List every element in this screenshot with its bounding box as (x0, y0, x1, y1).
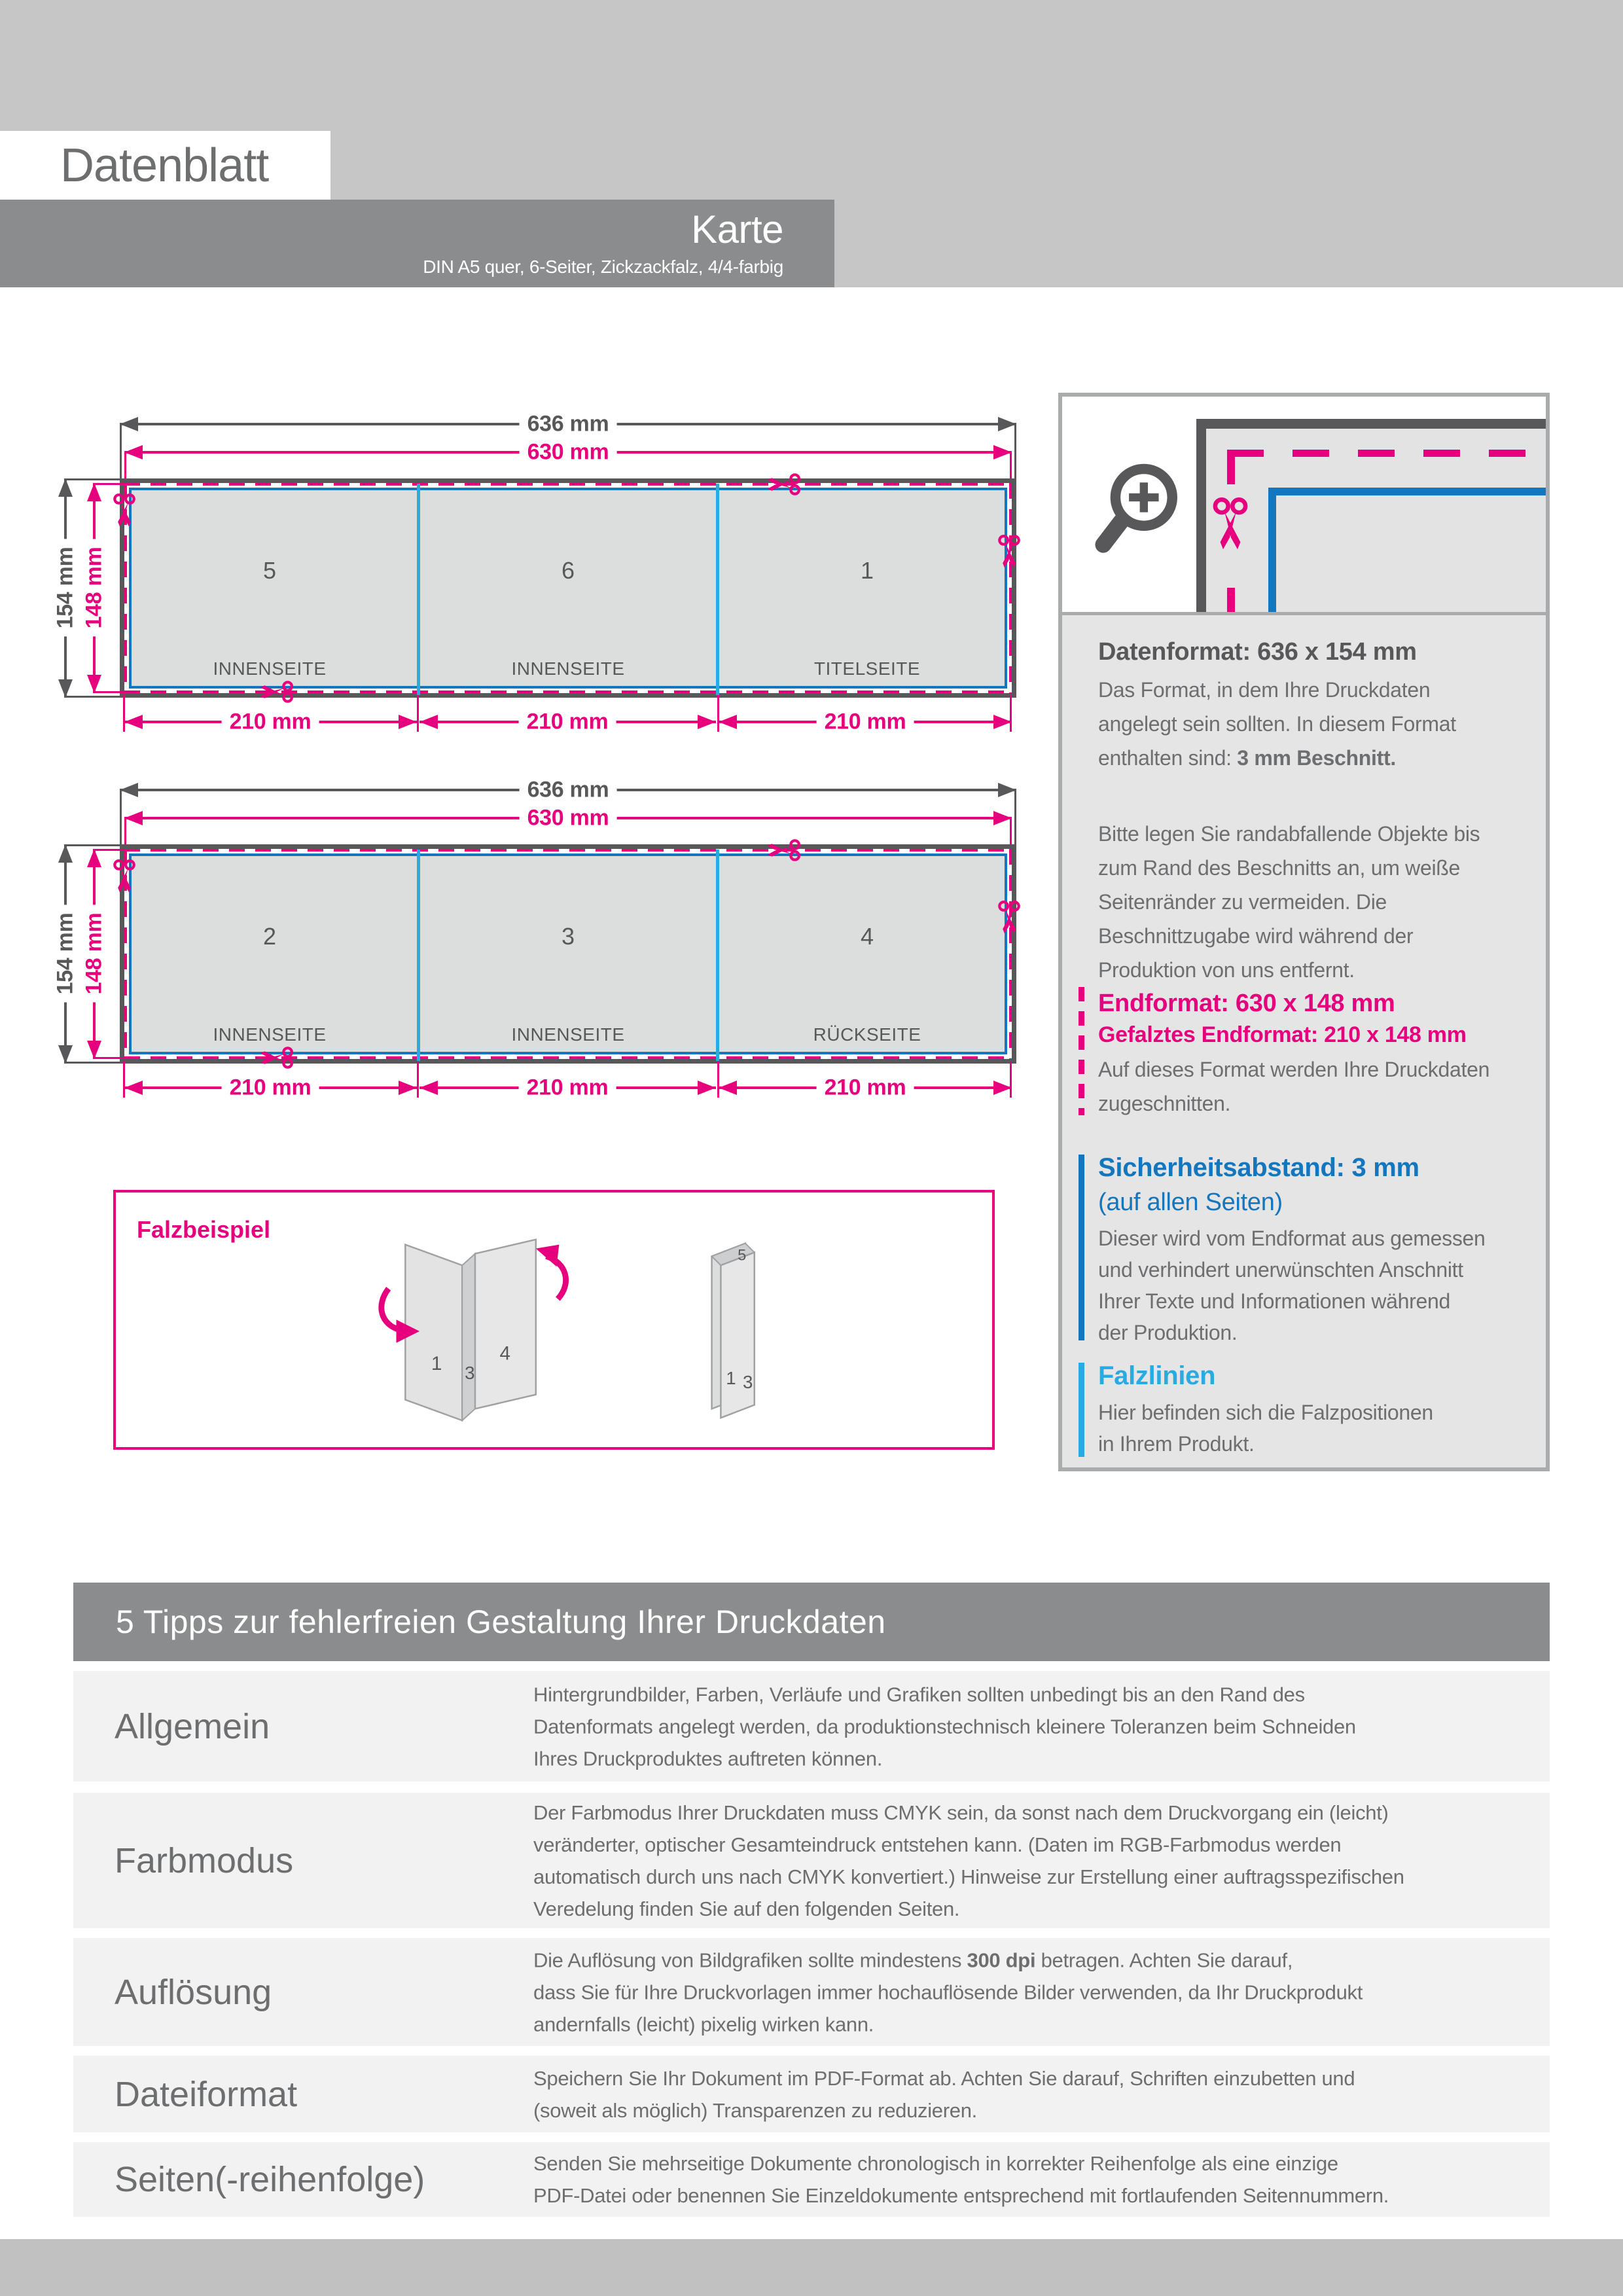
arrowhead (399, 1081, 417, 1095)
datenblatt-label: Datenblatt (60, 139, 269, 192)
endformat-marker-bar (1079, 987, 1084, 1115)
text-line: Senden Sie mehrseitige Dokumente chronologisch in korrekter Reihenfolge als eine einzige (533, 2152, 1338, 2175)
text-line: dass Sie für Ihre Druckvorlagen immer hochauflösende Bilder verwenden, da Ihr Druckprodukt (533, 1981, 1363, 2003)
safety-marker-bar (1079, 1155, 1084, 1340)
fold-panel-label: 3 (742, 1371, 753, 1392)
text-line: Auf dieses Format werden Ihre Druckdaten (1098, 1058, 1490, 1081)
text-line: veränderter, optischer Gesamteindruck entstehen kann. (Daten im RGB-Farbmodus werden (533, 1833, 1342, 1856)
arrowhead (124, 1081, 143, 1095)
foldlines-marker-bar (1079, 1363, 1084, 1457)
scissors-icon (995, 535, 1024, 571)
tip-label: Farbmodus (115, 1840, 294, 1880)
arrowhead (58, 844, 73, 863)
dim-label-trim-height: 148 mm (80, 905, 109, 1003)
extension-line (717, 695, 719, 732)
page-subtitle: DIN A5 quer, 6-Seiter, Zickzackfalz, 4/4-farbig (423, 257, 783, 277)
fold-panel-label: 5 (738, 1247, 747, 1265)
extension-line (120, 789, 122, 844)
arrowhead (419, 1081, 438, 1095)
fold-panel-label: 1 (431, 1353, 442, 1375)
scissors-icon (257, 677, 293, 706)
dim-label-trim-width: 630 mm (520, 804, 617, 833)
panel-caption: INNENSEITE (511, 658, 625, 679)
arrowhead (58, 1045, 73, 1064)
fold-illustration-open (365, 1227, 581, 1433)
extension-line (65, 844, 120, 846)
tip-label: Dateiformat (115, 2074, 298, 2114)
endformat-subheading: Gefalztes Endformat: 210 x 148 mm (1098, 1022, 1467, 1047)
panel-number: 6 (561, 557, 575, 584)
fold-line-1 (417, 484, 420, 695)
dim-label-total-height: 154 mm (52, 905, 80, 1003)
arrowhead (87, 849, 101, 867)
panel-number: 4 (860, 923, 874, 950)
panel-number: 5 (262, 557, 277, 584)
dim-label-trim-height: 148 mm (80, 539, 109, 637)
extension-line (417, 1061, 419, 1098)
arrowhead (124, 811, 143, 825)
dim-label-segment: 210 mm (222, 708, 319, 736)
dim-label-segment: 210 mm (519, 1074, 616, 1102)
dim-label-total-width: 636 mm (520, 410, 617, 439)
fold-panel-label: 4 (499, 1342, 510, 1365)
endformat-body (1098, 1052, 1489, 1121)
tip-text (533, 1797, 1404, 1925)
text-line: Der Farbmodus Ihrer Druckdaten muss CMYK sein, da sonst nach dem Druckvorgang ein (leicht) (533, 1801, 1389, 1824)
arrowhead (120, 417, 138, 431)
detail-safety-line-top (1268, 488, 1550, 495)
arrowhead (87, 483, 101, 501)
fold-panel-label: 3 (465, 1363, 475, 1384)
dim-label-total-height: 154 mm (52, 539, 80, 637)
tip-text (533, 2147, 1389, 2212)
bleed-note (1098, 817, 1480, 987)
panel-number: 3 (561, 923, 575, 950)
info-sidebar (1058, 393, 1550, 1471)
fold-line-2 (716, 850, 719, 1061)
panel-caption: RÜCKSEITE (813, 1024, 921, 1045)
text-line: automatisch durch uns nach CMYK konvertiert.) Hinweise zur Erstellung einer auftragsspezifischen (533, 1865, 1404, 1888)
fold-panel-label: 1 (726, 1367, 736, 1388)
extension-line (1010, 695, 1012, 732)
bleed-line-top (124, 483, 1012, 486)
arrowhead (698, 1081, 716, 1095)
detail-datenformat-line-top (1196, 419, 1550, 429)
text-line: Die Auflösung von Bildgrafiken sollte mindestens 300 dpi betragen. Achten Sie darauf, (533, 1948, 1293, 1971)
panel-number: 2 (262, 923, 277, 950)
extension-line (123, 1061, 125, 1098)
fold-illustration-closed (666, 1227, 817, 1433)
bleed-line-right (1009, 483, 1012, 693)
dim-label-segment: 210 mm (519, 708, 616, 736)
dim-label-segment: 210 mm (817, 708, 914, 736)
tips-title: 5 Tipps zur fehlerfreien Gestaltung Ihrer Druckdaten (116, 1604, 886, 1640)
extension-line (1010, 1061, 1012, 1098)
text-line: zum Rand des Beschnitts an, um weiße (1098, 856, 1461, 880)
extension-line (94, 1057, 124, 1059)
arrowhead (120, 783, 138, 797)
text-line: zugeschnitten. (1098, 1092, 1231, 1115)
arrowhead (993, 445, 1012, 459)
fold-line-2 (716, 484, 719, 695)
tip-label: Auflösung (115, 1972, 272, 2012)
safety-body (1098, 1223, 1486, 1348)
panel-caption: INNENSEITE (213, 1024, 327, 1045)
extension-line (120, 423, 122, 478)
text-line: der Produktion. (1098, 1321, 1238, 1344)
scissors-icon (110, 493, 139, 530)
extension-line (123, 695, 125, 732)
dim-label-total-width: 636 mm (520, 776, 617, 804)
text-line: in Ihrem Produkt. (1098, 1432, 1255, 1456)
arrowhead (58, 478, 73, 497)
safety-heading: Sicherheitsabstand: 3 mm (1098, 1153, 1419, 1182)
tip-row-farbmodus (73, 1793, 1550, 1928)
text-line: Dieser wird vom Endformat aus gemessen (1098, 1227, 1486, 1250)
arrowhead (993, 715, 1012, 729)
text-line: Das Format, in dem Ihre Druckdaten (1098, 678, 1431, 702)
text-line: Hier befinden sich die Falzpositionen (1098, 1401, 1433, 1424)
tip-label: Seiten(-reihenfolge) (115, 2160, 425, 2199)
foldlines-body (1098, 1397, 1433, 1460)
extension-line (1014, 423, 1016, 478)
layout-diagram-back (0, 769, 1047, 1136)
arrowhead (87, 675, 101, 693)
panel-number: 1 (860, 557, 874, 584)
tips-header-band (73, 1583, 1550, 1661)
magnifier-plus-icon (1090, 458, 1185, 560)
arrowhead (993, 1081, 1012, 1095)
footer-band (0, 2239, 1623, 2296)
tip-text (533, 1678, 1356, 1774)
text-line: Veredelung finden Sie auf den folgenden Seiten. (533, 1897, 960, 1920)
extension-line (94, 691, 124, 693)
tip-row-seitenreihenfolge (73, 2142, 1550, 2217)
arrowhead (124, 445, 143, 459)
title-band (0, 200, 834, 287)
text-line: angelegt sein sollten. In diesem Format (1098, 712, 1456, 736)
text-line: Speichern Sie Ihr Dokument im PDF-Format ab. Achten Sie darauf, Schriften einzubetten und (533, 2066, 1355, 2090)
foldlines-heading: Falzlinien (1098, 1361, 1216, 1390)
text-line: Seitenränder zu vermeiden. Die (1098, 890, 1387, 914)
scissors-icon (1209, 497, 1252, 555)
datenblatt-box (0, 131, 330, 200)
bleed-line-top (124, 849, 1012, 852)
extension-line (717, 1061, 719, 1098)
scissors-icon (110, 859, 139, 896)
datenformat-body (1098, 673, 1456, 775)
bleed-line-right (1009, 849, 1012, 1059)
text-line: (soweit als möglich) Transparenzen zu reduzieren. (533, 2098, 977, 2122)
arrowhead (993, 811, 1012, 825)
arrowhead (58, 679, 73, 698)
detail-bleed-line-left (1227, 588, 1235, 612)
dim-label-segment: 210 mm (222, 1074, 319, 1102)
arrowhead (719, 715, 737, 729)
page-title: Karte (691, 207, 783, 251)
arrowhead (698, 715, 716, 729)
extension-line (94, 483, 124, 485)
arrowhead (124, 715, 143, 729)
extension-line (1014, 789, 1016, 844)
scissors-icon (257, 1043, 293, 1072)
scissors-icon (995, 901, 1024, 937)
endformat-heading: Endformat: 630 x 148 mm (1098, 990, 1395, 1017)
arrowhead (419, 715, 438, 729)
tip-row-dateiformat (73, 2056, 1550, 2132)
arrowhead (719, 1081, 737, 1095)
text-line: und verhindert unerwünschten Anschnitt (1098, 1258, 1463, 1282)
panel-caption: INNENSEITE (511, 1024, 625, 1045)
text-line: PDF-Datei oder benennen Sie Einzeldokumente entsprechend mit fortlaufenden Seitennummern. (533, 2184, 1389, 2207)
tip-label: Allgemein (115, 1706, 270, 1746)
fold-line-1 (417, 850, 420, 1061)
tip-text (533, 2062, 1355, 2126)
detail-bleed-line-left (1227, 457, 1235, 484)
tip-row-aufloesung (73, 1938, 1550, 2046)
arrowhead (399, 715, 417, 729)
safety-subheading: (auf allen Seiten) (1098, 1189, 1283, 1216)
text-line: Bitte legen Sie randabfallende Objekte bis (1098, 822, 1480, 846)
arrowhead (998, 417, 1016, 431)
text-line: enthalten sind: 3 mm Beschnitt. (1098, 746, 1396, 770)
panel-caption: TITELSEITE (813, 658, 921, 679)
extension-line (65, 478, 120, 480)
layout-diagram-front (0, 403, 1047, 770)
scissors-icon (764, 836, 800, 865)
tip-row-allgemein (73, 1671, 1550, 1782)
detail-bleed-line-top (1227, 450, 1550, 457)
fold-example-title: Falzbeispiel (137, 1216, 271, 1243)
extension-line (65, 1062, 120, 1064)
extension-line (94, 849, 124, 851)
arrowhead (998, 783, 1016, 797)
text-line: andernfalls (leicht) pixelig wirken kann. (533, 2013, 874, 2036)
text-line: Produktion von uns entfernt. (1098, 958, 1355, 982)
dim-label-segment: 210 mm (817, 1074, 914, 1102)
scissors-icon (764, 470, 800, 499)
text-line: Ihrer Texte und Informationen während (1098, 1289, 1450, 1313)
extension-line (417, 695, 419, 732)
extension-line (65, 696, 120, 698)
dim-label-trim-width: 630 mm (520, 439, 617, 467)
detail-datenformat-line-left (1196, 419, 1206, 612)
text-line: Ihres Druckproduktes auftreten können. (533, 1747, 883, 1770)
panel-caption: INNENSEITE (213, 658, 327, 679)
datenformat-heading: Datenformat: 636 x 154 mm (1098, 638, 1417, 666)
text-line: Hintergrundbilder, Farben, Verläufe und Grafiken sollten unbedingt bis an den Rand des (533, 1683, 1305, 1706)
text-line: Beschnittzugabe wird während der (1098, 924, 1414, 948)
text-line: Datenformats angelegt werden, da produktionstechnisch kleinere Toleranzen beim Schneiden (533, 1715, 1356, 1738)
tip-text (533, 1944, 1363, 2040)
arrowhead (87, 1041, 101, 1059)
detail-safety-line-left (1268, 488, 1276, 612)
fold-example-box (113, 1190, 995, 1450)
